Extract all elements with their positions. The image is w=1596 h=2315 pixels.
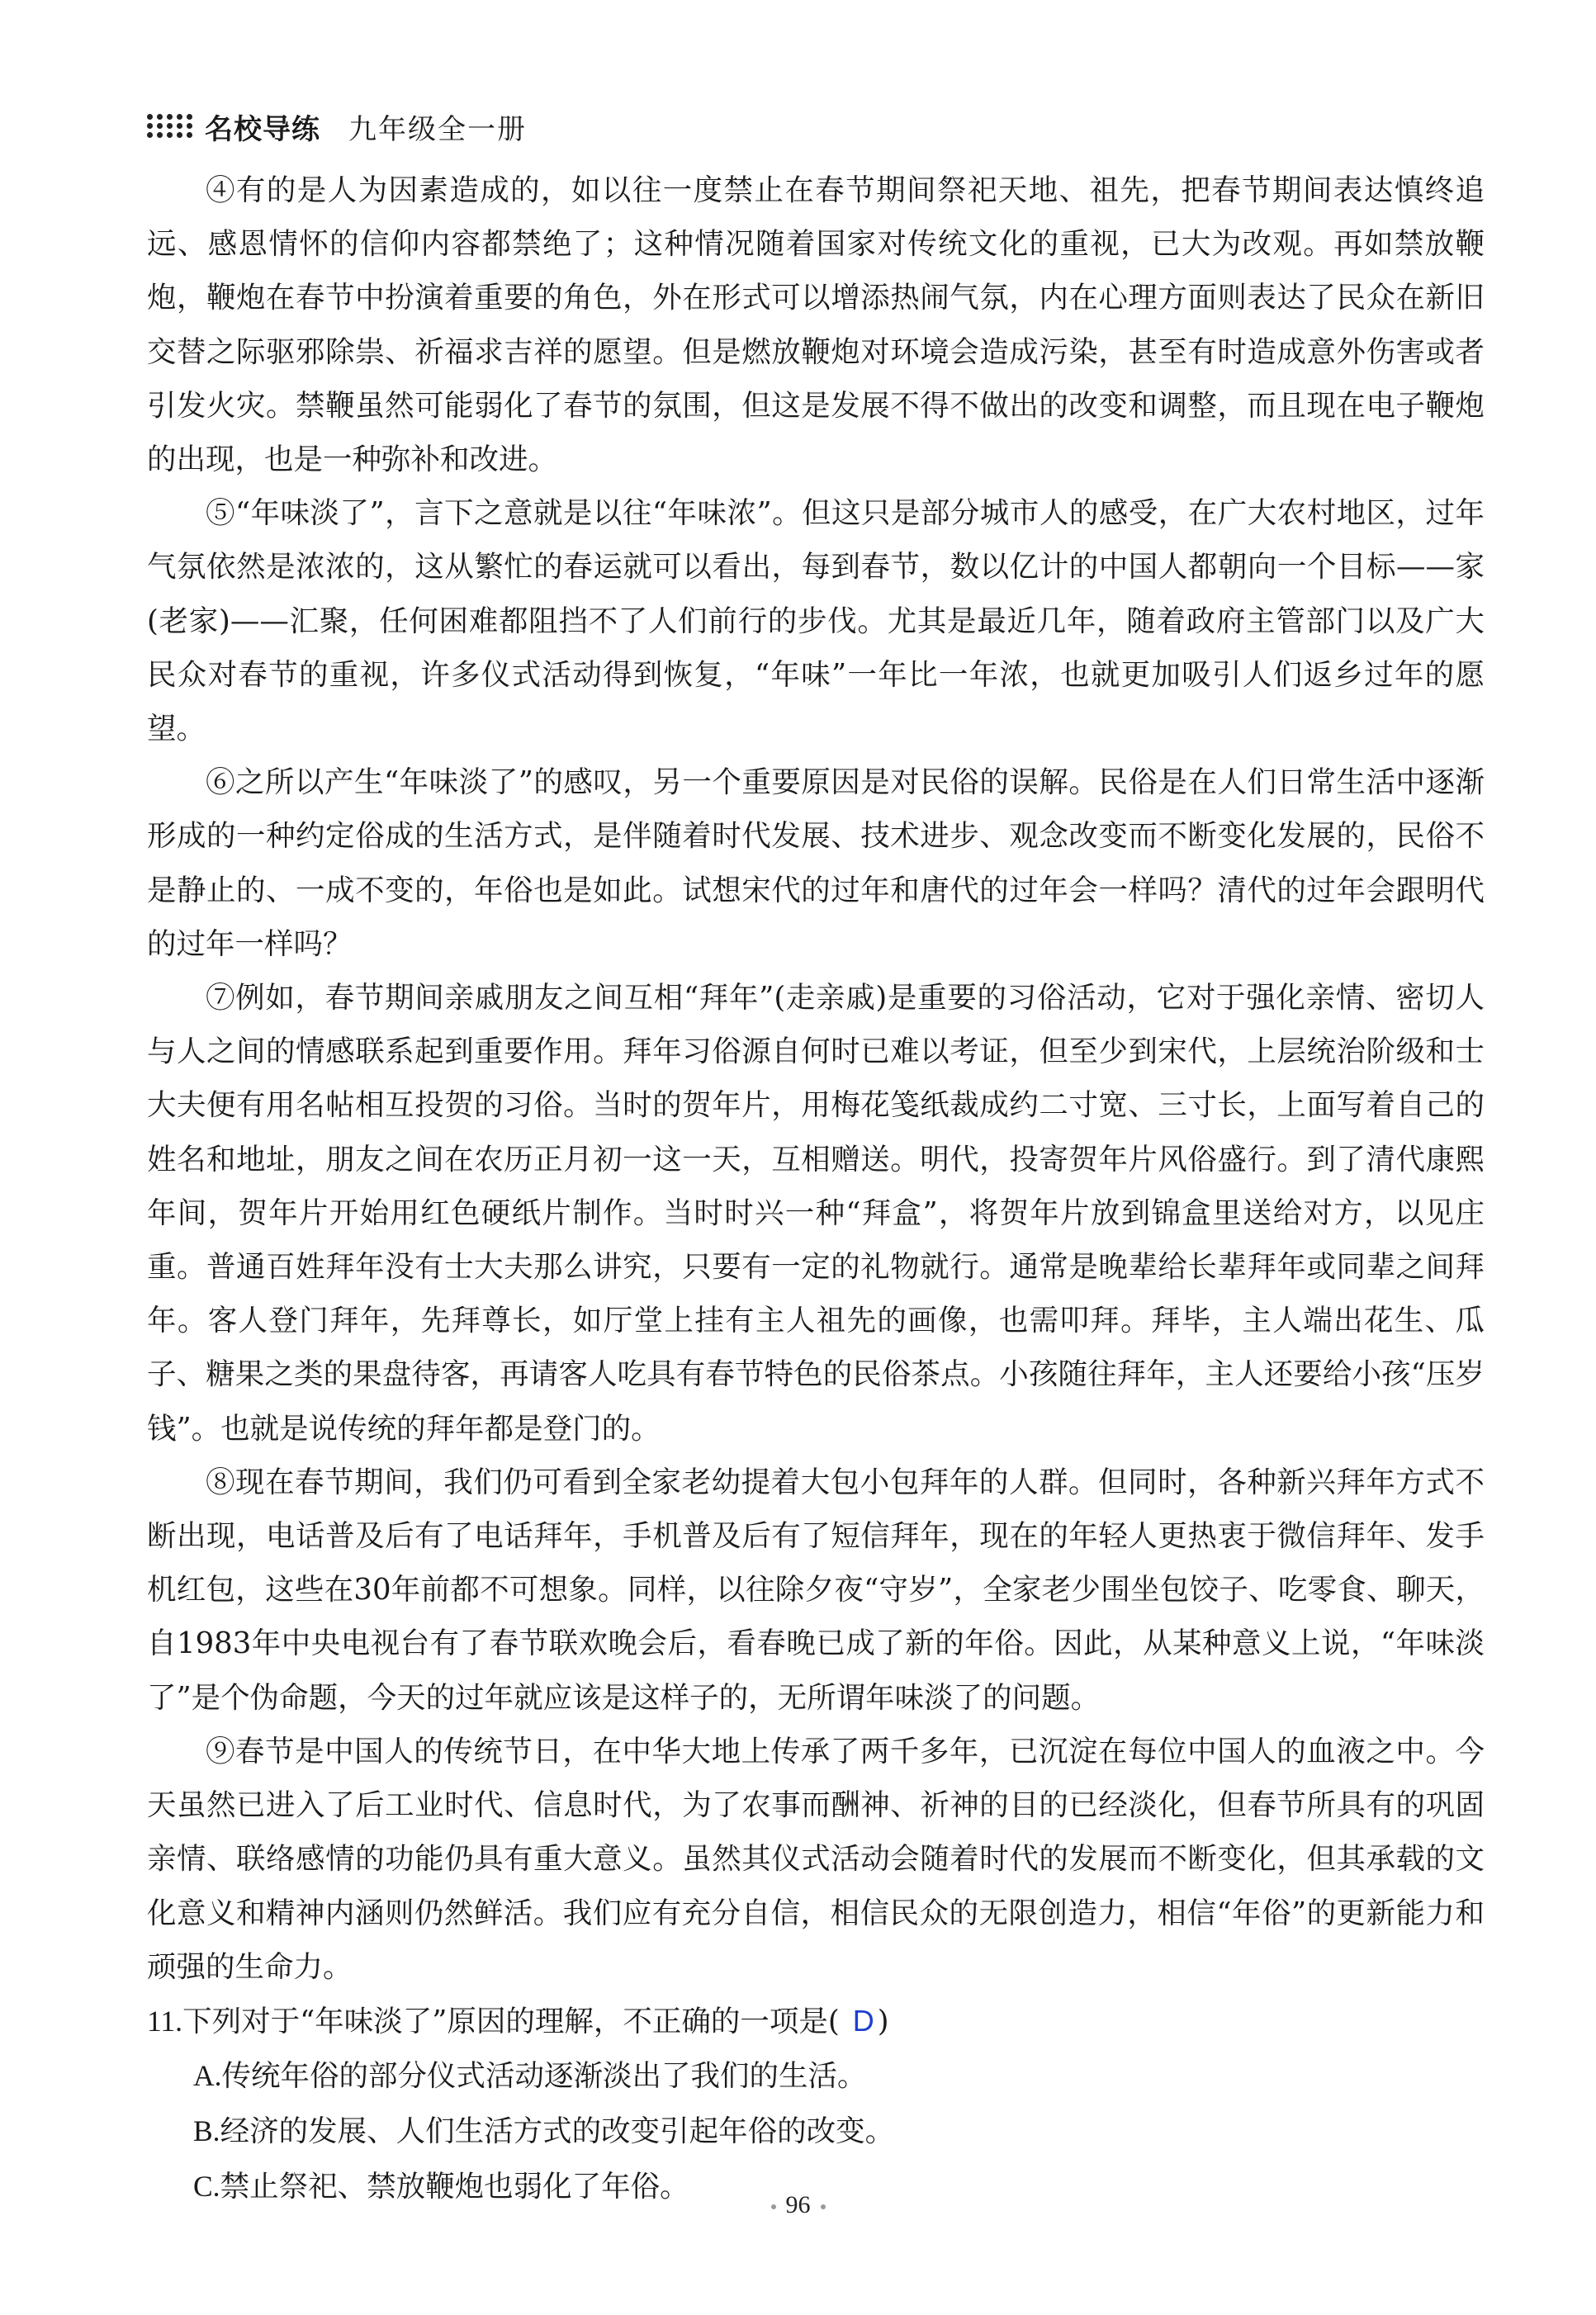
option-a (147, 2048, 1485, 2104)
answer-mark: D (852, 2003, 874, 2038)
dot-icon (821, 2204, 826, 2209)
question-number: 11. (147, 2004, 183, 2038)
question-stem: 下列对于“年味淡了”原因的理解，不正确的一项是( (182, 2004, 840, 2038)
page-number-value: 96 (785, 2191, 811, 2218)
option-b (147, 2104, 1485, 2159)
article-body (147, 163, 1485, 2214)
dots-logo-icon (147, 114, 193, 139)
question-11 (147, 1994, 1485, 2048)
page-number (0, 2191, 1596, 2219)
paragraph-6: ⑥之所以产生“年味淡了”的感叹，另一个重要原因是对民俗的误解。民俗是在人们日常生活中逐渐形成的一种约定俗成的生活方式，是伴随着时代发展、技术进步、观念改变而不断变化发展的，民俗不是静止的、一成不变的，年俗也是如此。试想宋代的过年和唐代的过年会一样吗？清代的过年会跟明代的过年一样吗？ (147, 765, 1485, 961)
page-header (147, 106, 527, 147)
paragraph-7: ⑦例如，春节期间亲戚朋友之间互相“拜年”(走亲戚)是重要的习俗活动，它对于强化亲情、密切人与人之间的情感联系起到重要作用。拜年习俗源自何时已难以考证，但至少到宋代，上层统治阶级和士大夫便有用名帖相互投贺的习俗。当时的贺年片，用梅花笺纸裁成约二寸宽、三寸长，上面写着自己的姓名和地址，朋友之间在农历正月初一这一天，互相赠送。明代，投寄贺年片风俗盛行。到了清代康熙年间，贺年片开始用红色硬纸片制作。当时时兴一种“拜盒”，将贺年片放到锦盒里送给对方，以见庄重。普通百姓拜年没有士大夫那么讲究，只要有一定的礼物就行。通常是晚辈给长辈拜年或同辈之间拜年。客人登门拜年，先拜尊长，如厅堂上挂有主人祖先的画像，也需叩拜。拜毕，主人端出花生、瓜子、糖果之类的果盘待客，再请客人吃具有春节特色的民俗茶点。小孩随往拜年，主人还要给小孩“压岁钱”。也就是说传统的拜年都是登门的。 (147, 981, 1485, 1446)
paragraph-9: ⑨春节是中国人的传统节日，在中华大地上传承了两千多年，已沉淀在每位中国人的血液之中。今天虽然已进入了后工业时代、信息时代，为了农事而酬神、祈神的目的已经淡化，但春节所具有的巩固亲情、联络感情的功能仍具有重大意义。虽然其仪式活动会随着时代的发展而不断变化，但其承载的文化意义和精神内涵则仍然鲜活。我们应有充分自信，相信民众的无限创造力，相信“年俗”的更新能力和顽强的生命力。 (147, 1734, 1485, 1984)
grade-label: 九年级全一册 (348, 112, 527, 146)
option-text: 传统年俗的部分仪式活动逐渐淡出了我们的生活。 (221, 2058, 867, 2093)
dot-icon (771, 2204, 776, 2209)
question-close: ) (877, 2004, 889, 2038)
option-letter: A. (193, 2058, 222, 2092)
option-text: 禁止祭祀、禁放鞭炮也弱化了年俗。 (220, 2169, 689, 2204)
paragraph-8: ⑧现在春节期间，我们仍可看到全家老幼提着大包小包拜年的人群。但同时，各种新兴拜年方式不断出现，电话普及后有了电话拜年，手机普及后有了短信拜年，现在的年轻人更热衷于微信拜年、发手机红包，这些在30年前都不可想象。同样，以往除夕夜“守岁”，全家老少围坐包饺子、吃零食、聊天，自1983年中央电视台有了春节联欢晚会后，看春晚已成了新的年俗。因此，从某种意义上说，“年味淡了”是个伪命题，今天的过年就应该是这样子的，无所谓年味淡了的问题。 (147, 1465, 1485, 1715)
paragraph-5: ⑤“年味淡了”，言下之意就是以往“年味浓”。但这只是部分城市人的感受，在广大农村地区，过年气氛依然是浓浓的，这从繁忙的春运就可以看出，每到春节，数以亿计的中国人都朝向一个目标——家(老家)——汇聚，任何困难都阻挡不了人们前行的步伐。尤其是最近几年，随着政府主管部门以及广大民众对春节的重视，许多仪式活动得到恢复，“年味”一年比一年浓，也就更加吸引人们返乡过年的愿望。 (147, 496, 1485, 746)
option-letter: C. (193, 2169, 220, 2203)
option-letter: B. (193, 2114, 220, 2147)
paragraph-4: ④有的是人为因素造成的，如以往一度禁止在春节期间祭祀天地、祖先，把春节期间表达慎终追远、感恩情怀的信仰内容都禁绝了；这种情况随着国家对传统文化的重视，已大为改观。再如禁放鞭炮，鞭炮在春节中扮演着重要的角色，外在形式可以增添热闹气氛，内在心理方面则表达了民众在新旧交替之际驱邪除祟、祈福求吉祥的愿望。但是燃放鞭炮对环境会造成污染，甚至有时造成意外伤害或者引发火灾。禁鞭虽然可能弱化了春节的氛围，但这是发展不得不做出的改变和调整，而且现在电子鞭炮的出现，也是一种弥补和改进。 (147, 173, 1485, 477)
option-text: 经济的发展、人们生活方式的改变引起年俗的改变。 (220, 2114, 895, 2148)
series-title: 名校导练 (205, 112, 320, 146)
